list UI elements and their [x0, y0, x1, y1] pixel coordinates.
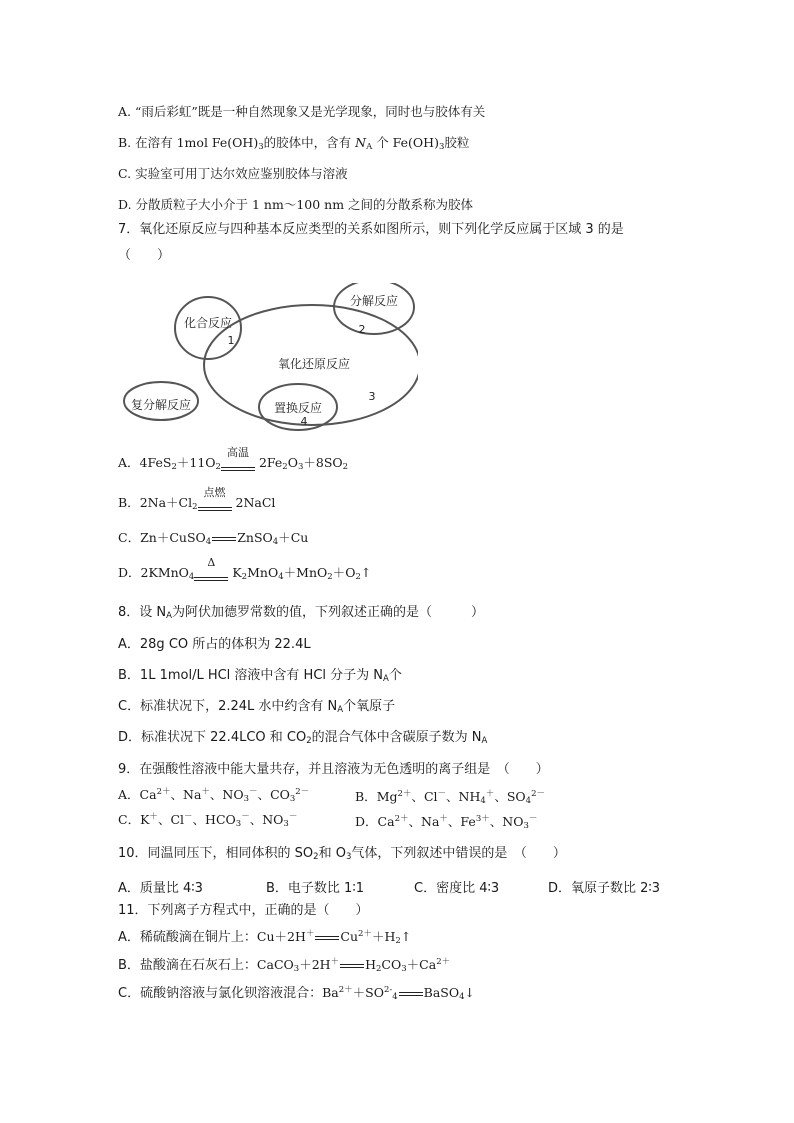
q7-option-a: A．$4FeS_2+11O_2$ 高温 $2Fe_2O_3+8SO_2$: [118, 446, 349, 472]
q7-option-d: D．2KMnO$_4$ Δ $K_2MnO_4+MnO_2+O_2↑$: [118, 556, 372, 582]
q8-option-b: B．1L 1mol/L HCl 溶液中含有 HCl 分子为 $N_A$个: [118, 668, 402, 684]
q6-option-b: B. 在溶有 1mol $Fe(OH)_3$的胶体中，含有 $N_A$ 个 $Fe(OH)_3$胶粒: [118, 135, 470, 152]
q9-option-b: B．$Mg^{2+}$、Cl－、$NH_4^+$、$SO_4^{2-}$: [355, 789, 545, 806]
reaction-venn-diagram: [118, 283, 418, 433]
q8-option-a: A．28g CO 所占的体积为 22.4L: [118, 637, 311, 652]
q11-stem: 11．下列离子方程式中，正确的是（ ）: [118, 903, 369, 918]
q9-option-a: A．$Ca^{2+}$、Na＋、$NO_3^-$、$CO_3^{2-}$: [118, 787, 310, 804]
q9-option-d: D．$Ca^{2+}$、Na＋、$Fe^{3+}$、$NO_3^-$: [355, 814, 538, 831]
region-1: 1: [227, 334, 235, 347]
label-double-decomposition: 复分解反应: [130, 398, 192, 412]
label-redox: 氧化还原反应: [277, 357, 351, 371]
q7-paren: （ ）: [118, 248, 171, 263]
region-3: 3: [368, 390, 376, 403]
q10-option-b: B．电子数比 1∶1: [266, 881, 364, 896]
q8-option-d: D．标准状况下 22.4LCO 和 $CO_2$的混合气体中含碳原子数为 $N_A$: [118, 730, 488, 746]
region-2: 2: [358, 323, 366, 336]
q6-option-c: C. 实验室可用丁达尔效应鉴别胶体与溶液: [118, 166, 348, 181]
q10-option-a: A．质量比 4∶3: [118, 881, 203, 896]
q11-option-c: C．硫酸钠溶液与氯化钡溶液混合：$Ba^{2+}+SO^{2-}_4$ BaSO$_4$↓: [118, 985, 476, 1002]
label-displacement: 置换反应: [273, 401, 323, 415]
q10-stem: 10．同温同压下，相同体积的 $SO_2$和 $O_3$气体，下列叙述中错误的是 （ ）: [118, 846, 566, 862]
q10-option-d: D．氧原子数比 2∶3: [548, 881, 661, 896]
label-combination: 化合反应: [183, 316, 233, 330]
q9-option-c: C．K＋、Cl－、$HCO_3^-$、$NO_3^-$: [118, 812, 298, 829]
q9-stem: 9．在强酸性溶液中能大量共存，并且溶液为无色透明的离子组是 （ ）: [118, 762, 549, 777]
q6-option-a: A. “雨后彩虹”既是一种自然现象又是光学现象，同时也与胶体有关: [118, 104, 486, 119]
q8-stem: 8．设 $N_A$为阿伏加德罗常数的值，下列叙述正确的是（ ）: [118, 605, 484, 621]
q10-option-c: C．密度比 4∶3: [414, 881, 500, 896]
q11-option-b: B．盐酸滴在石灰石上：CaCO$_3$＋2H＋ $H_2CO_3+Ca^{2+}$: [118, 957, 451, 974]
q11-option-a: A．稀硫酸滴在铜片上：Cu＋2H＋ $Cu^{2+}+H_2↑$: [118, 929, 412, 946]
label-decomposition: 分解反应: [349, 294, 399, 308]
q7-option-c: C．Zn＋CuSO$_4$ ZnSO$_4$＋Cu: [118, 530, 309, 547]
q7-stem: 7．氧化还原反应与四种基本反应类型的关系如图所示，则下列化学反应属于区域 3 的是: [118, 222, 624, 237]
q8-option-c: C．标准状况下，2.24L 水中约含有 $N_A$个氧原子: [118, 699, 396, 715]
q6-option-d: D. 分散质粒子大小介于 1 nm～100 nm 之间的分散系称为胶体: [118, 197, 474, 212]
region-4: 4: [300, 415, 308, 428]
q7-option-b: B．$2Na+Cl_2$ 点燃 2NaCl: [118, 486, 276, 512]
